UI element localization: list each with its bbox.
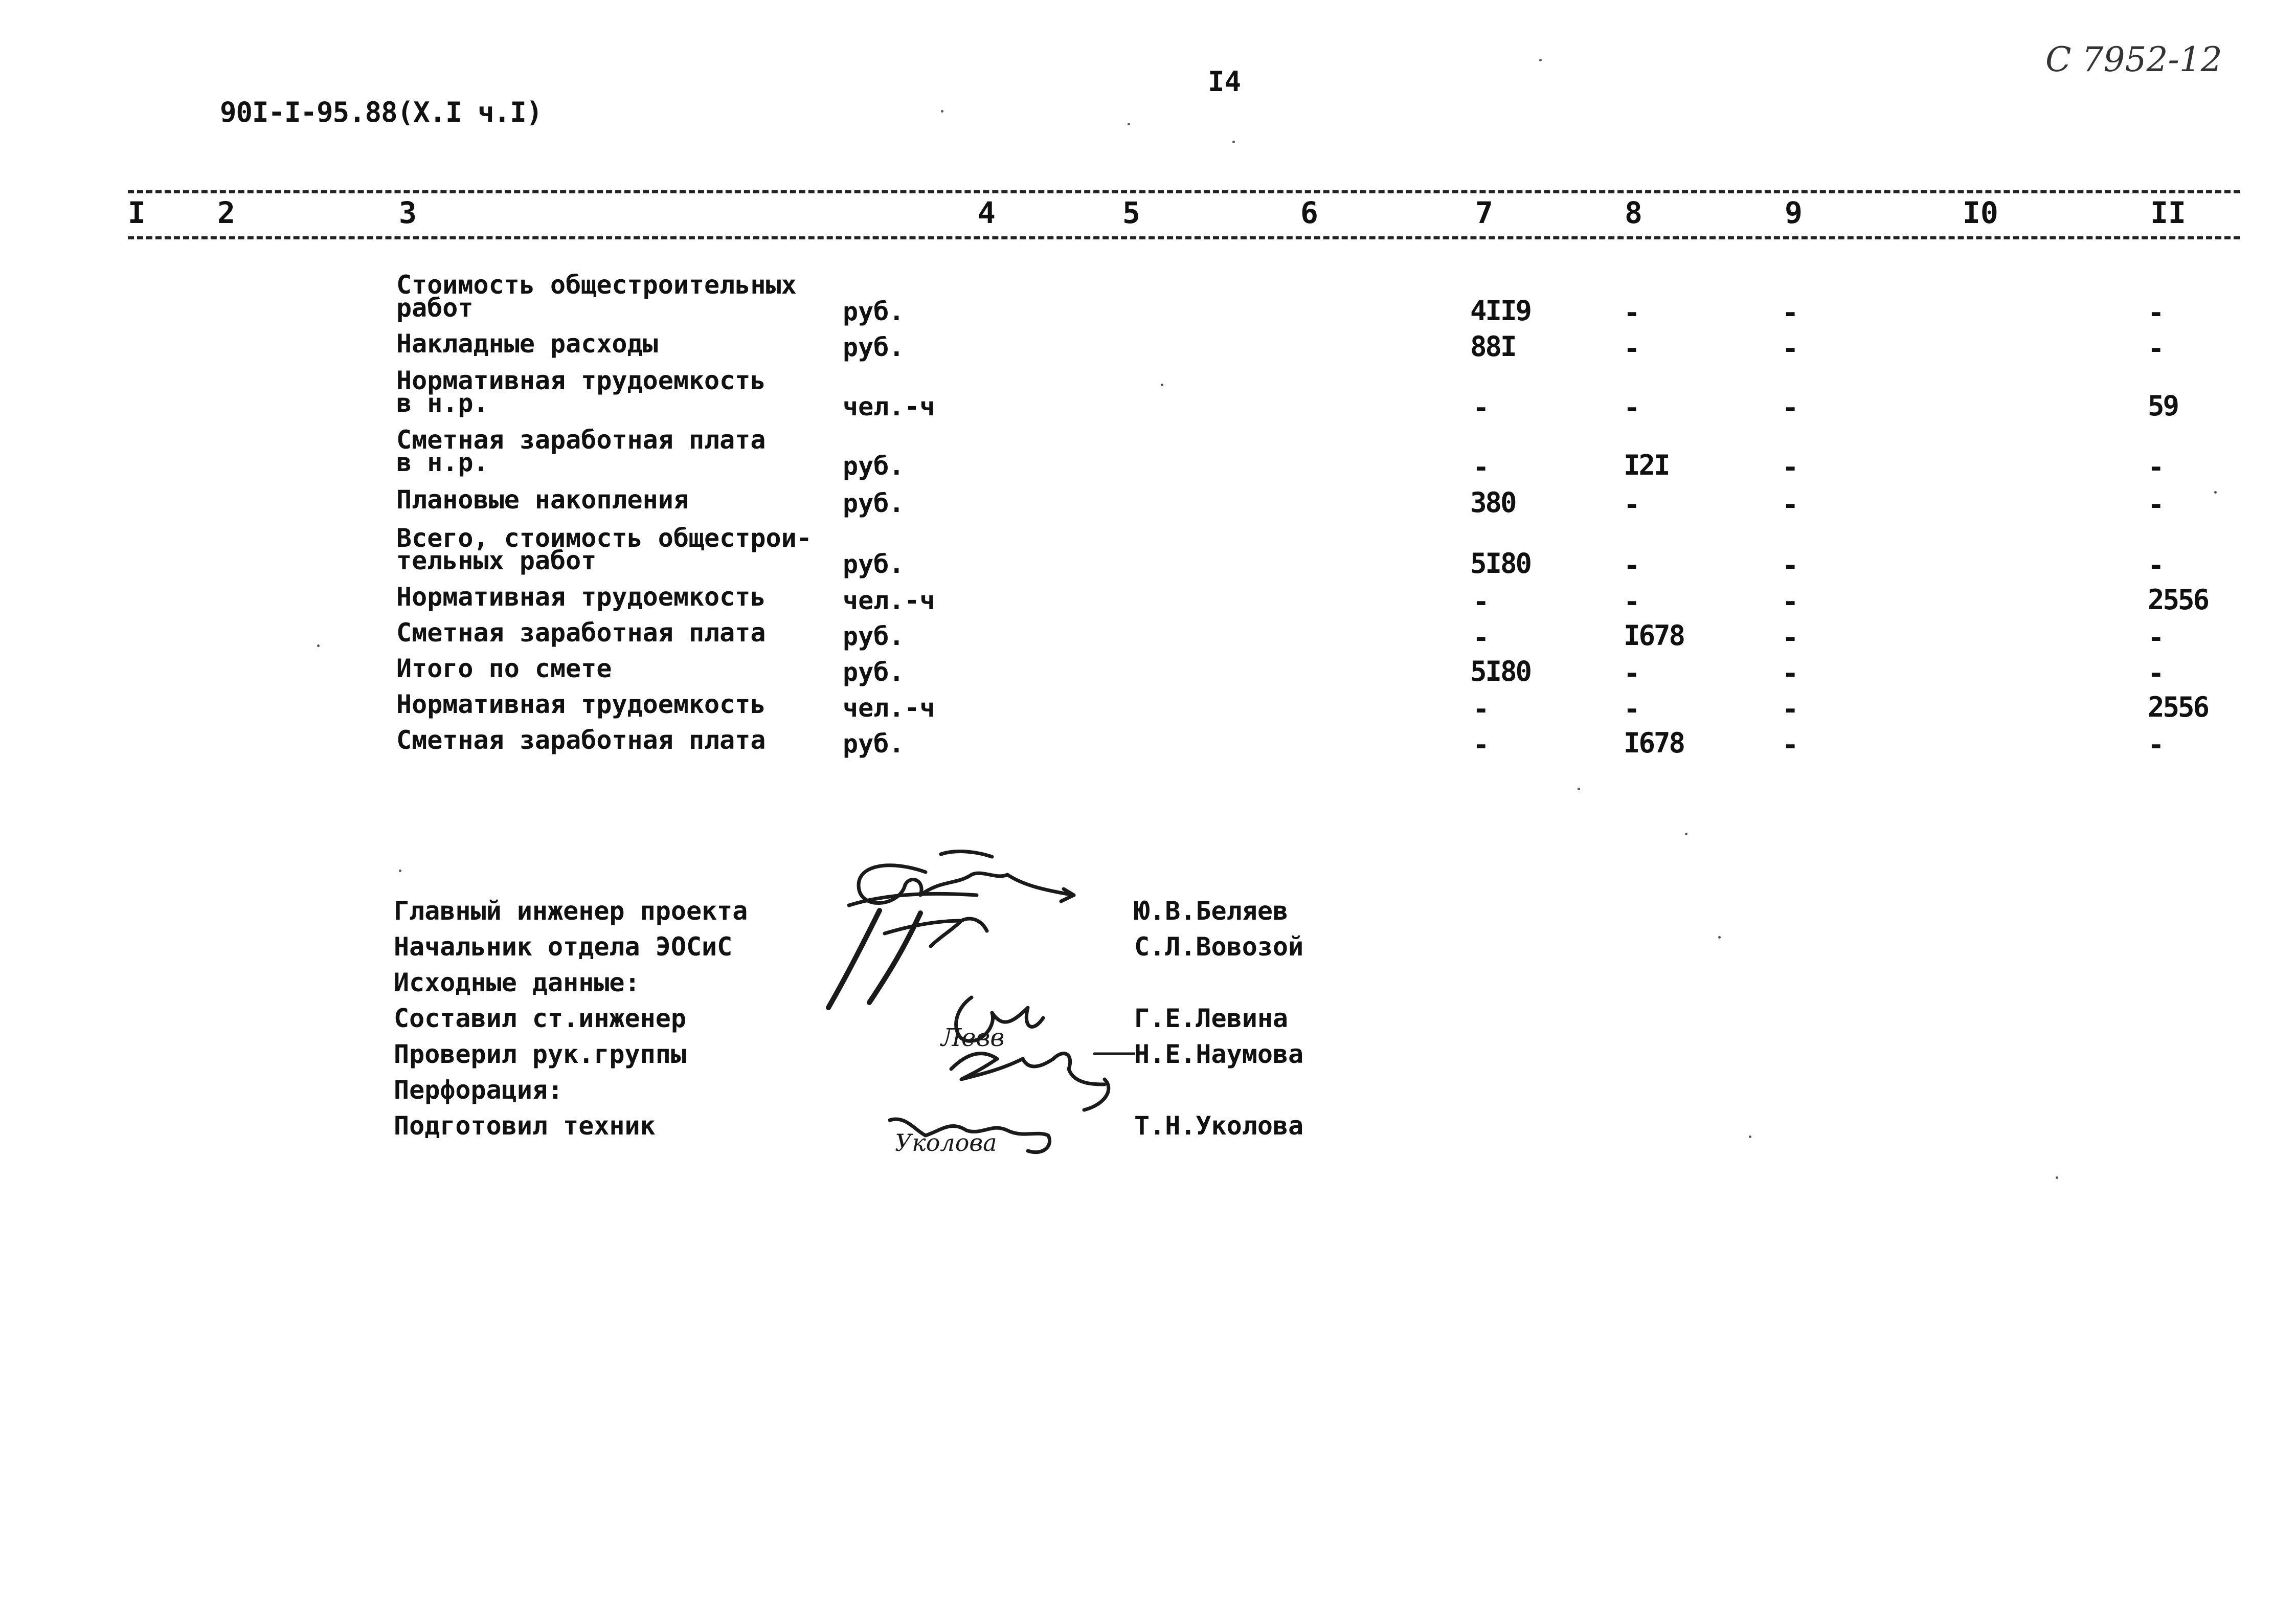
row-col11: -: [2148, 297, 2165, 329]
row-label-line1: Сметная заработная плата: [396, 725, 766, 755]
signature-role: Исходные данные:: [394, 968, 640, 997]
row-col7: 5I80: [1470, 655, 1531, 687]
row-col11: -: [2148, 549, 2165, 582]
col-header-11: II: [2150, 195, 2186, 230]
row-label-line2: работ: [396, 293, 474, 323]
scan-speck: [1161, 384, 1163, 386]
row-unit: руб.: [843, 657, 905, 687]
row-unit: руб.: [843, 297, 905, 326]
row-unit: руб.: [843, 332, 905, 362]
row-col8: I678: [1624, 619, 1684, 652]
row-col9: -: [1782, 549, 1799, 582]
signature-role: Начальник отдела ЭОСиС: [394, 932, 733, 962]
scan-speck: [1578, 788, 1580, 790]
col-header-9: 9: [1785, 195, 1803, 230]
row-col7: -: [1473, 586, 1490, 618]
col-header-1: I: [128, 195, 146, 230]
signature-role: Проверил рук.группы: [394, 1039, 686, 1069]
row-col7: 5I80: [1470, 547, 1531, 580]
row-col9: -: [1782, 657, 1799, 689]
row-col7: -: [1473, 451, 1490, 483]
signature-role: Составил ст.инженер: [394, 1004, 686, 1033]
row-label-line1: Плановые накопления: [396, 485, 689, 515]
signature-name: Г.Е.Левина: [1134, 1004, 1289, 1033]
row-col7: -: [1473, 392, 1490, 424]
row-col8: I678: [1624, 727, 1684, 759]
row-label-line1: Нормативная трудоемкость: [396, 582, 766, 612]
row-col7: -: [1473, 729, 1490, 761]
row-col9: -: [1782, 729, 1799, 761]
row-col9: -: [1782, 392, 1799, 424]
row-col11: 2556: [2148, 691, 2209, 723]
col-header-8: 8: [1625, 195, 1642, 230]
scan-speck: [399, 870, 401, 872]
signature-name: С.Л.Вовозой: [1134, 932, 1304, 962]
col-header-7: 7: [1475, 195, 1493, 230]
signature-name: Н.Е.Наумова: [1134, 1039, 1304, 1069]
row-col9: -: [1782, 488, 1799, 521]
scan-speck: [1749, 1136, 1751, 1138]
row-label-line1: Всего, стоимость общестрои-: [396, 523, 812, 553]
header-top-rule: [128, 190, 2240, 193]
row-col7: 88I: [1470, 330, 1516, 363]
row-col8: I2I: [1624, 449, 1669, 481]
row-col9: -: [1782, 451, 1799, 483]
col-header-5: 5: [1122, 195, 1140, 230]
row-col11: 2556: [2148, 584, 2209, 616]
row-col11: -: [2148, 488, 2165, 521]
scan-speck: [941, 110, 943, 113]
row-unit: чел.-ч: [843, 392, 935, 421]
scan-speck: [1539, 59, 1542, 61]
row-col7: -: [1473, 621, 1490, 654]
row-col11: -: [2148, 621, 2165, 654]
row-col7: 4II9: [1470, 295, 1531, 327]
row-label-line1: Сметная заработная плата: [396, 425, 766, 455]
row-label-line2: в н.р.: [396, 388, 489, 418]
row-unit: руб.: [843, 621, 905, 651]
row-col9: -: [1782, 332, 1799, 365]
row-col8: -: [1624, 693, 1640, 725]
row-col9: -: [1782, 586, 1799, 618]
row-unit: чел.-ч: [843, 693, 935, 723]
row-unit: руб.: [843, 451, 905, 481]
col-header-2: 2: [217, 195, 235, 230]
scan-speck: [1128, 123, 1130, 125]
col-header-6: 6: [1300, 195, 1318, 230]
row-label-line1: Накладные расходы: [396, 329, 658, 359]
scan-speck: [2214, 491, 2217, 494]
row-col7: 380: [1470, 486, 1516, 519]
row-label-line1: Стоимость общестроительных: [396, 270, 797, 300]
row-col7: -: [1473, 693, 1490, 725]
row-unit: чел.-ч: [843, 586, 935, 615]
row-col11: -: [2148, 332, 2165, 365]
scan-speck: [2056, 1176, 2058, 1179]
document-code: 90I-I-95.88(X.I ч.I): [220, 96, 543, 128]
row-label-line1: Сметная заработная плата: [396, 618, 766, 648]
scan-speck: [317, 644, 320, 647]
row-col8: -: [1624, 392, 1640, 424]
signature-name: Т.Н.Уколова: [1134, 1111, 1304, 1141]
row-col8: -: [1624, 657, 1640, 689]
row-label-line1: Итого по смете: [396, 654, 612, 683]
signature-role: Главный инженер проекта: [394, 896, 748, 926]
row-col8: -: [1624, 297, 1640, 329]
col-header-4: 4: [978, 195, 996, 230]
row-col8: -: [1624, 586, 1640, 618]
row-col9: -: [1782, 693, 1799, 725]
row-unit: руб.: [843, 729, 905, 759]
handwritten-signatures: [787, 844, 1135, 1171]
row-label-line1: Нормативная трудоемкость: [396, 689, 766, 719]
scan-speck: [1718, 936, 1721, 939]
scan-speck: [1685, 833, 1687, 835]
scan-speck: [1232, 141, 1235, 143]
signature-ukolova-text: Уколова: [895, 1129, 997, 1156]
row-col8: -: [1624, 332, 1640, 365]
row-col9: -: [1782, 621, 1799, 654]
row-col8: -: [1624, 549, 1640, 582]
row-col9: -: [1782, 297, 1799, 329]
row-col11: -: [2148, 729, 2165, 761]
signature-role: Перфорация:: [394, 1075, 564, 1105]
header-bottom-rule: [128, 236, 2240, 239]
row-col11: 59: [2148, 390, 2178, 422]
signature-role: Подготовил техник: [394, 1111, 656, 1141]
row-label-line2: тельных работ: [396, 546, 597, 575]
row-unit: руб.: [843, 549, 905, 579]
page-number: I4: [1208, 65, 1242, 98]
row-unit: руб.: [843, 488, 905, 518]
col-header-10: I0: [1963, 195, 1998, 230]
col-header-3: 3: [399, 195, 417, 230]
row-col11: -: [2148, 657, 2165, 689]
row-col11: -: [2148, 451, 2165, 483]
signature-levina-text: Левв: [941, 1024, 1005, 1052]
signature-name: Ю.В.Беляев: [1134, 896, 1289, 926]
row-label-line1: Нормативная трудоемкость: [396, 366, 766, 395]
row-col8: -: [1624, 488, 1640, 521]
archive-stamp: С 7952-12: [2045, 40, 2222, 79]
row-label-line2: в н.р.: [396, 448, 489, 477]
